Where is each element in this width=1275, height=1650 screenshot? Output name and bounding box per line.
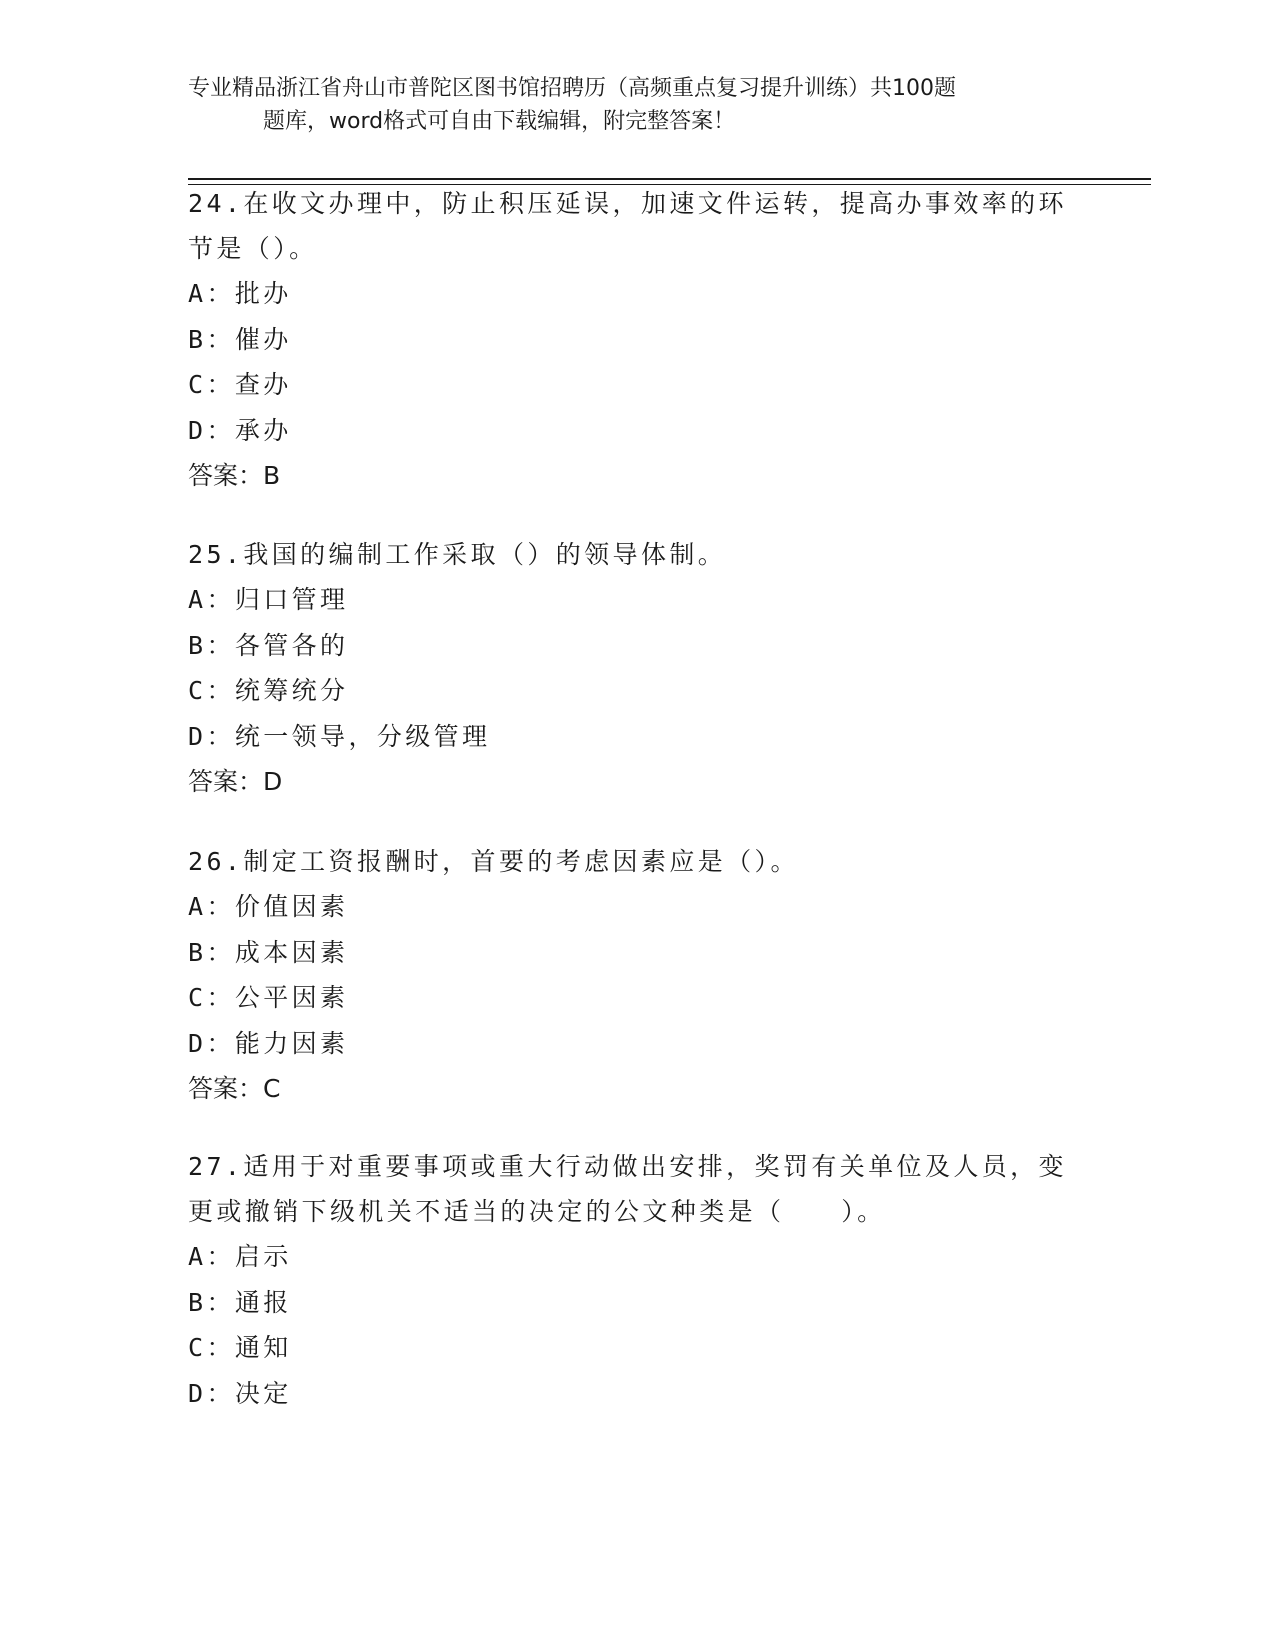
option-d: D：承办 <box>188 415 292 445</box>
option-b: B：成本因素 <box>188 937 349 967</box>
question-25 <box>188 532 1088 805</box>
option-b: B：各管各的 <box>188 630 349 660</box>
option-a: A：归口管理 <box>188 585 349 614</box>
option-b: B：通报 <box>188 1287 292 1317</box>
question-text-line: 更或撤销下级机关不适当的决定的公文种类是（ ）。 <box>188 1197 886 1226</box>
option-b: B：催办 <box>188 324 292 354</box>
option-a: A：批办 <box>188 279 292 308</box>
option-a: A：价值因素 <box>188 892 349 921</box>
option-c: C：公平因素 <box>188 983 349 1012</box>
question-text-line: 节是（）。 <box>188 234 318 263</box>
question-text <box>188 839 1088 884</box>
question-27 <box>188 1144 1088 1416</box>
option-c: C：查办 <box>188 370 292 399</box>
answer-label: 答案：D <box>188 767 283 796</box>
header-title-line-1: 专业精品浙江省舟山市普陀区图书馆招聘历（高频重点复习提升训练）共100题 <box>188 76 956 101</box>
option-c: C：统筹统分 <box>188 676 349 705</box>
answer-label: 答案：C <box>188 1074 281 1103</box>
question-text-line: 24.在收文办理中，防止积压延误，加速文件运转，提高办事效率的环 <box>188 189 1067 218</box>
option-c: C：通知 <box>188 1333 292 1362</box>
question-text-line: 27.适用于对重要事项或重大行动做出安排，奖罚有关单位及人员，变 <box>188 1152 1067 1181</box>
question-text-line: 26.制定工资报酬时，首要的考虑因素应是（）。 <box>188 847 799 876</box>
question-26 <box>188 839 1088 1112</box>
question-text-line: 25.我国的编制工作采取（）的领导体制。 <box>188 540 727 569</box>
question-text <box>188 532 1088 577</box>
option-d: D：能力因素 <box>188 1028 349 1058</box>
option-a: A：启示 <box>188 1242 292 1271</box>
answer-label: 答案：B <box>188 461 281 490</box>
question-text <box>188 181 1088 271</box>
option-d: D：统一领导，分级管理 <box>188 721 491 751</box>
question-24 <box>188 181 1088 499</box>
option-d: D：决定 <box>188 1378 292 1408</box>
header-title-line-2: 题库，word格式可自由下载编辑，附完整答案！ <box>263 109 736 134</box>
question-text <box>188 1144 1088 1234</box>
header-divider-thick <box>188 178 1151 180</box>
document-header <box>188 72 1068 138</box>
